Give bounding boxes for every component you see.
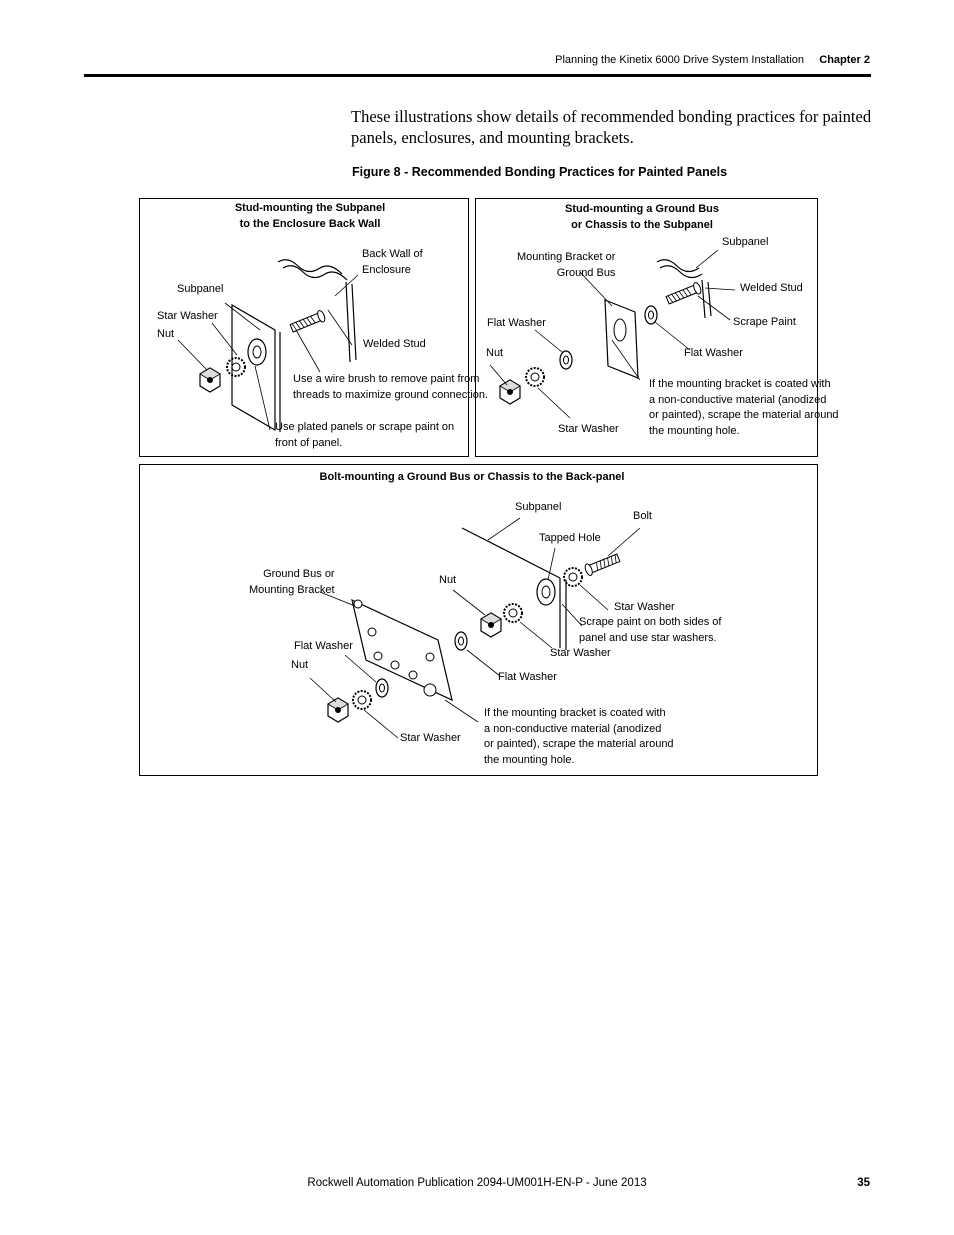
label-ground-bus-line2: Mounting Bracket [249,583,335,596]
panel1-title-line2: to the Enclosure Back Wall [239,217,381,230]
label-coated-note-2 [649,377,839,439]
panel2-title [552,202,732,233]
label-subpanel-2: Subpanel [722,236,769,248]
label-plated-line2: front of panel. [275,436,343,449]
label-bolt: Bolt [633,510,652,522]
label-star-washer-2: Star Washer [558,423,619,435]
label-wire-brush-line2: threads to maximize ground connection. [293,388,489,401]
label-scrape-both-line2: panel and use star washers. [579,631,717,644]
label-scrape-paint: Scrape Paint [733,316,796,328]
label-coated-2-line4: the mounting hole. [649,424,740,437]
label-nut: Nut [157,328,175,340]
label-wire-brush [293,372,488,403]
panel1-title-line1: Stud-mounting the Subpanel [234,202,386,214]
label-welded-stud: Welded Stud [363,338,426,350]
label-flat-washer-3a: Flat Washer [294,640,353,652]
label-scrape-both [579,615,721,646]
label-ground-bus [249,567,335,598]
label-flat-washer-3b: Flat Washer [498,671,557,683]
label-nut-2: Nut [486,347,504,359]
panel-stud-subpanel [139,198,469,457]
label-tapped-hole: Tapped Hole [539,532,601,544]
panel1-title [220,201,400,232]
label-plated-panels [275,420,454,451]
label-coated-2-line2: a non-conductive material (anodized [649,393,827,406]
label-back-wall [362,247,423,278]
label-coated-3-line1: If the mounting bracket is coated with [484,707,666,719]
label-nut-3a: Nut [439,574,457,586]
label-star-washer-3b: Star Washer [550,647,611,659]
label-back-wall-line2: Enclosure [362,263,411,276]
label-flat-washer-2b: Flat Washer [684,347,743,359]
figure-title: Figure 8 - Recommended Bonding Practices for Painted Panels [352,165,728,179]
header-title: Planning the Kinetix 6000 Drive System Installation [555,54,804,66]
label-bracket [517,250,615,281]
label-star-washer-3a: Star Washer [614,601,675,613]
label-wire-brush-line1: Use a wire brush to remove paint from [293,373,480,385]
label-star-washer-3c: Star Washer [400,732,461,744]
label-bracket-line2: Ground Bus [556,266,616,279]
panel2-title-line1: Stud-mounting a Ground Bus [565,203,719,215]
label-subpanel: Subpanel [177,283,224,295]
label-scrape-both-line1: Scrape paint on both sides of [579,616,722,628]
label-coated-2-line1: If the mounting bracket is coated with [649,378,831,390]
label-coated-2-line3: or painted), scrape the material around [649,409,839,421]
label-subpanel-3: Subpanel [515,501,562,513]
label-welded-stud-2: Welded Stud [740,282,803,294]
label-star-washer: Star Washer [157,310,218,322]
page-number: 35 [857,1177,870,1189]
label-ground-bus-line1: Ground Bus or [263,568,335,580]
label-coated-3-line3: or painted), scrape the material around [484,738,674,750]
intro-paragraph: These illustrations show details of recommended bonding practices for painted panels, enclosures, and mounting brackets. [351,107,872,147]
header-chapter: Chapter 2 [819,54,870,66]
label-coated-3-line4: the mounting hole. [484,753,575,766]
label-back-wall-line1: Back Wall of [362,248,423,260]
label-bracket-line1: Mounting Bracket or [517,251,616,263]
footer-publication: Rockwell Automation Publication 2094-UM001H-EN-P - June 2013 [307,1177,647,1189]
label-coated-3-line2: a non-conductive material (anodized [484,722,662,735]
label-flat-washer-2a: Flat Washer [487,317,546,329]
panel2-title-line2: or Chassis to the Subpanel [571,218,713,231]
label-coated-note-3 [484,706,674,768]
label-plated-line1: Use plated panels or scrape paint on [275,421,455,433]
panel3-title: Bolt-mounting a Ground Bus or Chassis to the Back-panel [319,471,625,483]
label-nut-3b: Nut [291,659,309,671]
